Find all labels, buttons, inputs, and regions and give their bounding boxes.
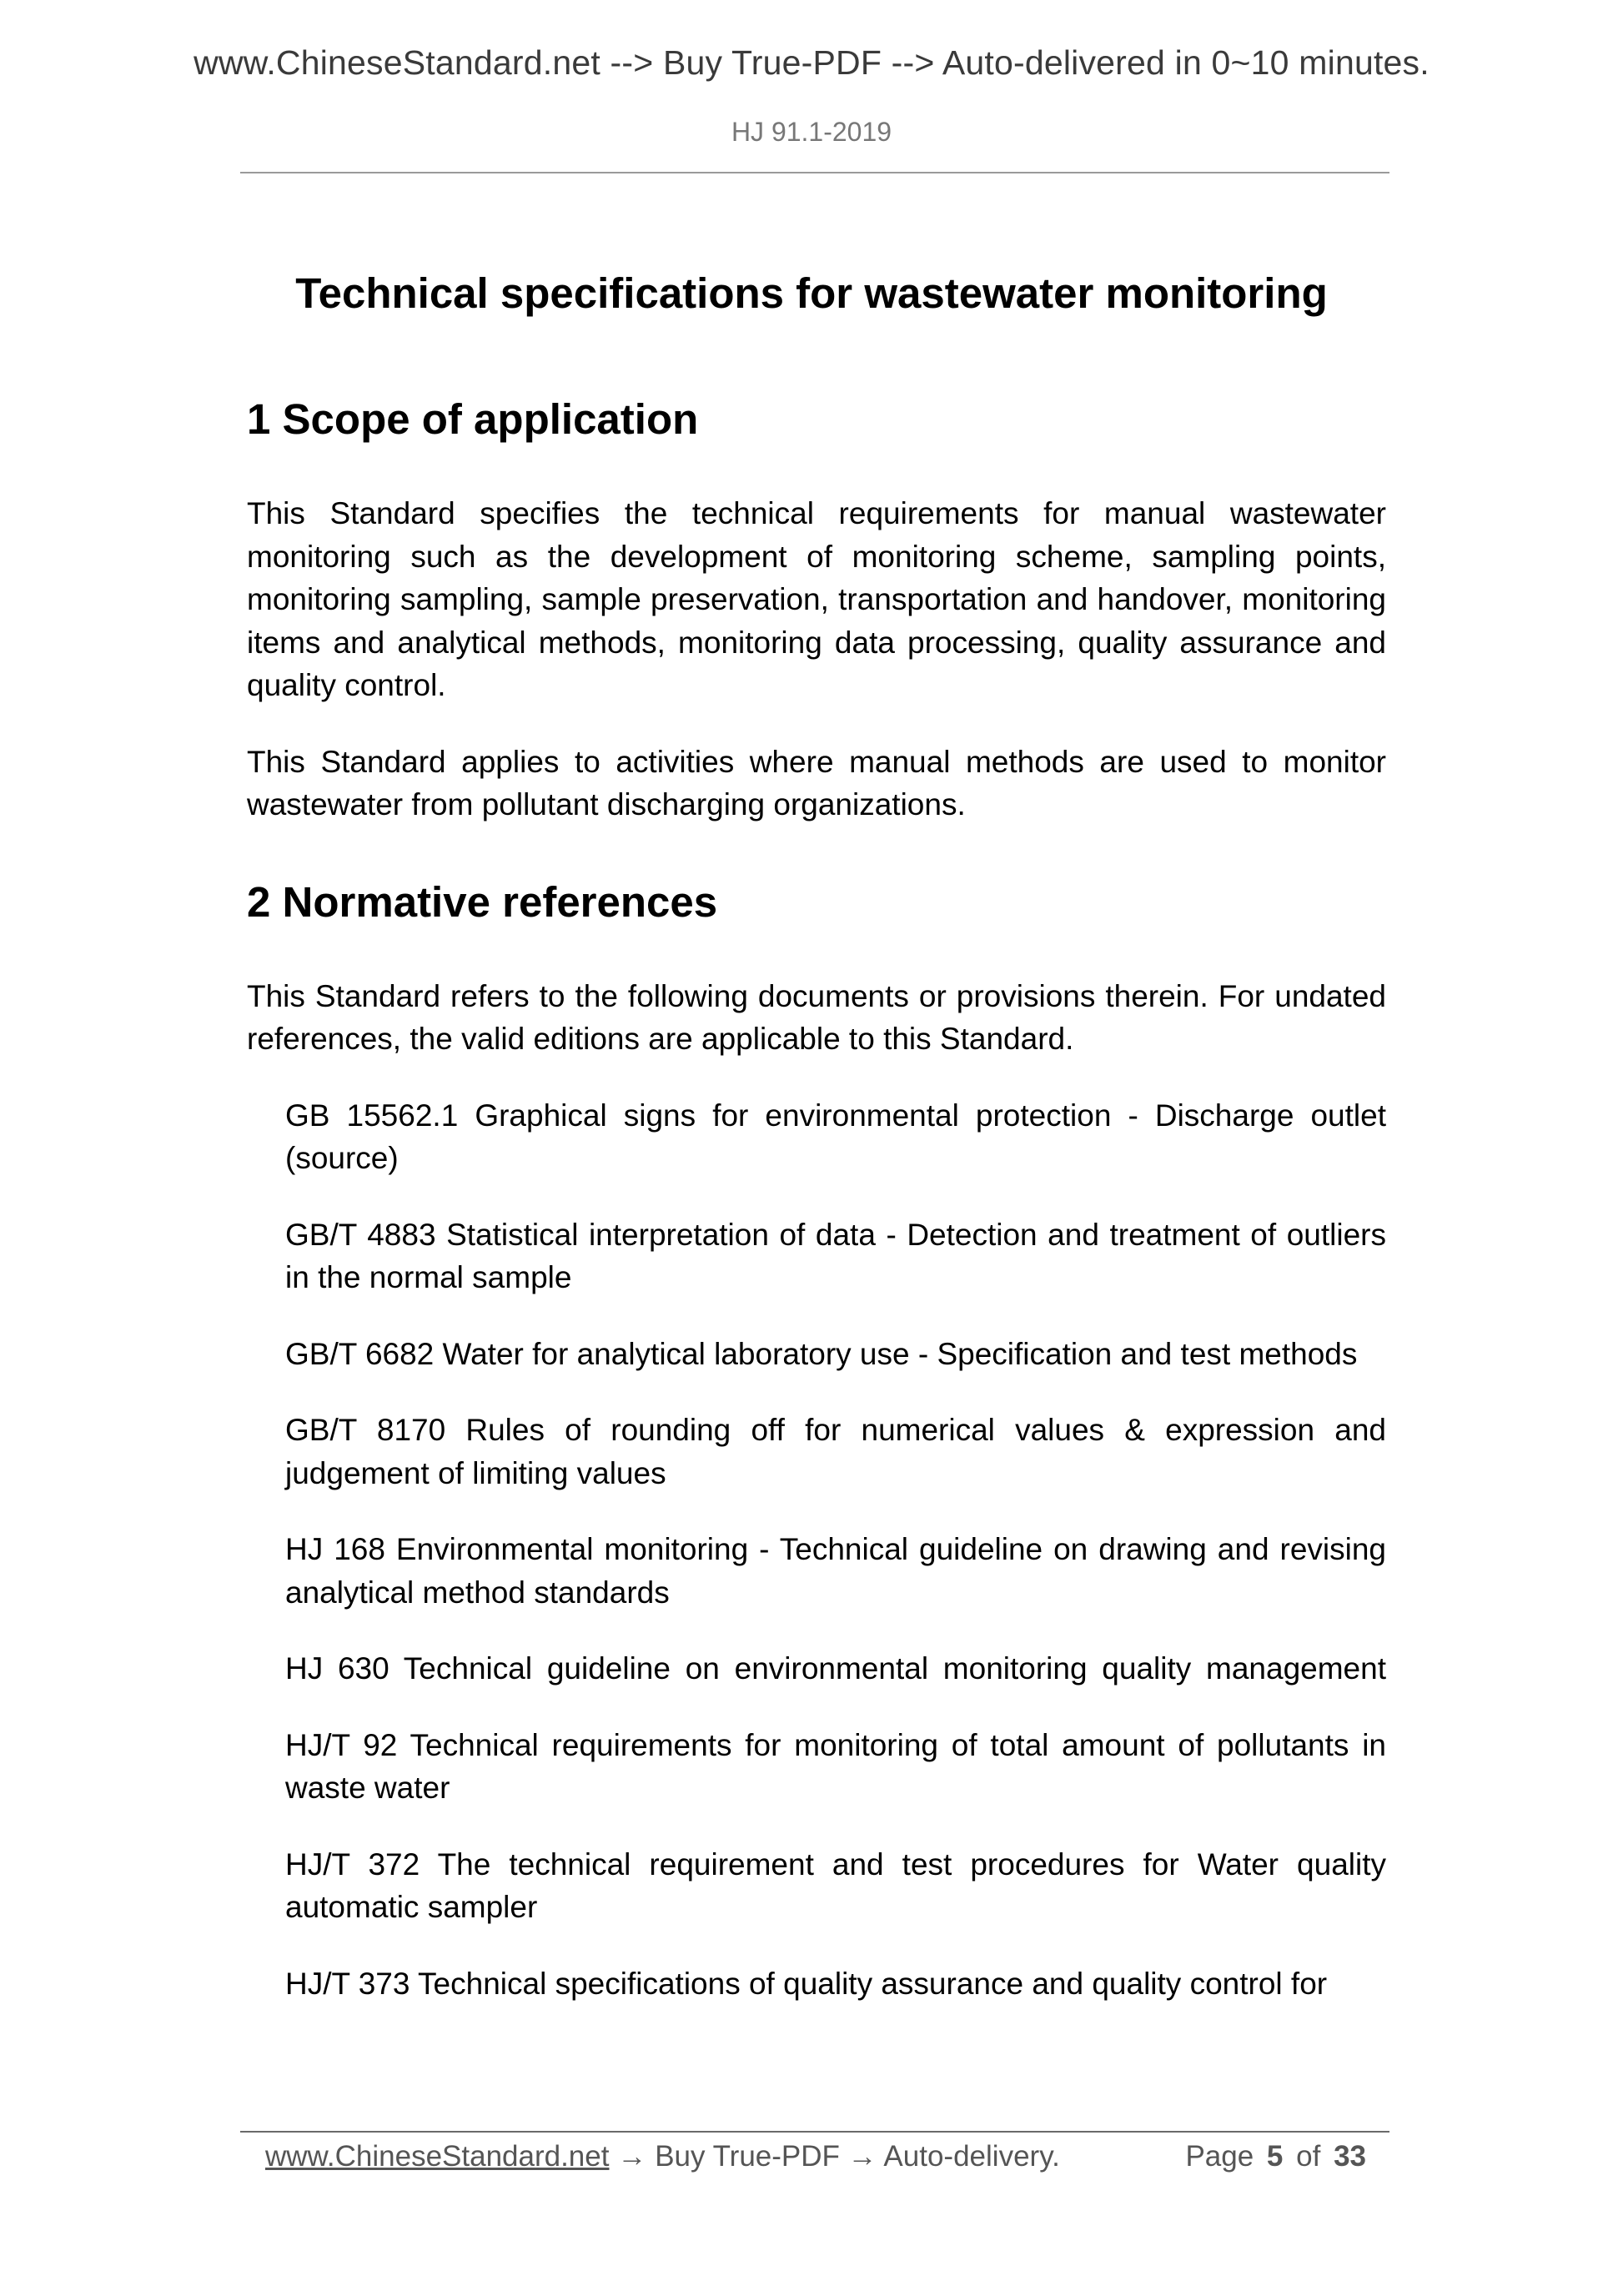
header-divider: [240, 172, 1389, 173]
paragraph: This Standard applies to activities where manual methods are used to monitor wastewater from pollutant discharging organizations.: [247, 744, 1386, 821]
reference-item: HJ/T 373 Technical specifications of quality assurance and quality control for: [285, 1966, 1328, 2001]
reference-item: GB 15562.1 Graphical signs for environmental protection - Discharge outlet (source): [285, 1098, 1386, 1175]
page-total: 33: [1334, 2140, 1366, 2173]
paragraph: This Standard refers to the following documents or provisions therein. For undated references, the valid editions are applicable to this Standard.: [247, 978, 1386, 1056]
page-label: Page: [1185, 2140, 1254, 2173]
page-of: of: [1296, 2140, 1321, 2173]
reference-item: HJ 630 Technical guideline on environmental monitoring quality management: [285, 1651, 1386, 1686]
footer-tagline: → Buy True-PDF → Auto-delivery.: [617, 2140, 1060, 2173]
reference-item: GB/T 8170 Rules of rounding off for numerical values & expression and judgement of limiting values: [285, 1413, 1386, 1490]
section-heading: 2 Normative references: [247, 877, 718, 926]
footer-site-link[interactable]: www.ChineseStandard.net: [265, 2140, 610, 2173]
document-body: [247, 390, 1386, 2038]
reference-item: HJ 168 Environmental monitoring - Technical guideline on drawing and revising analytical method standards: [285, 1532, 1386, 1610]
top-banner: www.ChineseStandard.net --> Buy True-PDF --> Auto-delivered in 0~10 minutes.: [193, 43, 1430, 82]
reference-item: GB/T 6682 Water for analytical laboratory use - Specification and test methods: [285, 1336, 1358, 1371]
standard-code: HJ 91.1-2019: [731, 117, 892, 147]
section-scope: [247, 390, 1386, 826]
reference-item: HJ/T 372 The technical requirement and test procedures for Water quality automatic sampler: [285, 1846, 1386, 1924]
reference-item: HJ/T 92 Technical requirements for monitoring of total amount of pollutants in waste water: [285, 1727, 1386, 1805]
document-title: Technical specifications for wastewater monitoring: [295, 269, 1328, 318]
reference-item: GB/T 4883 Statistical interpretation of data - Detection and treatment of outliers in the normal sample: [285, 1217, 1386, 1294]
paragraph: This Standard specifies the technical requirements for manual wastewater monitoring such as the development of monitoring scheme, sampling points, monitoring sampling, sample preservation, transportation and handover, monitoring items and analytical methods, monitoring data processing, quality assurance and quality control.: [247, 496, 1386, 702]
reference-list: [247, 1094, 1386, 2006]
section-heading: 1 Scope of application: [247, 395, 699, 443]
page-current: 5: [1266, 2140, 1284, 2173]
page-footer: [265, 2140, 1366, 2173]
page-indicator: [1185, 2140, 1366, 2173]
footer-divider: [240, 2131, 1389, 2133]
section-normative-references: [247, 873, 1386, 2006]
